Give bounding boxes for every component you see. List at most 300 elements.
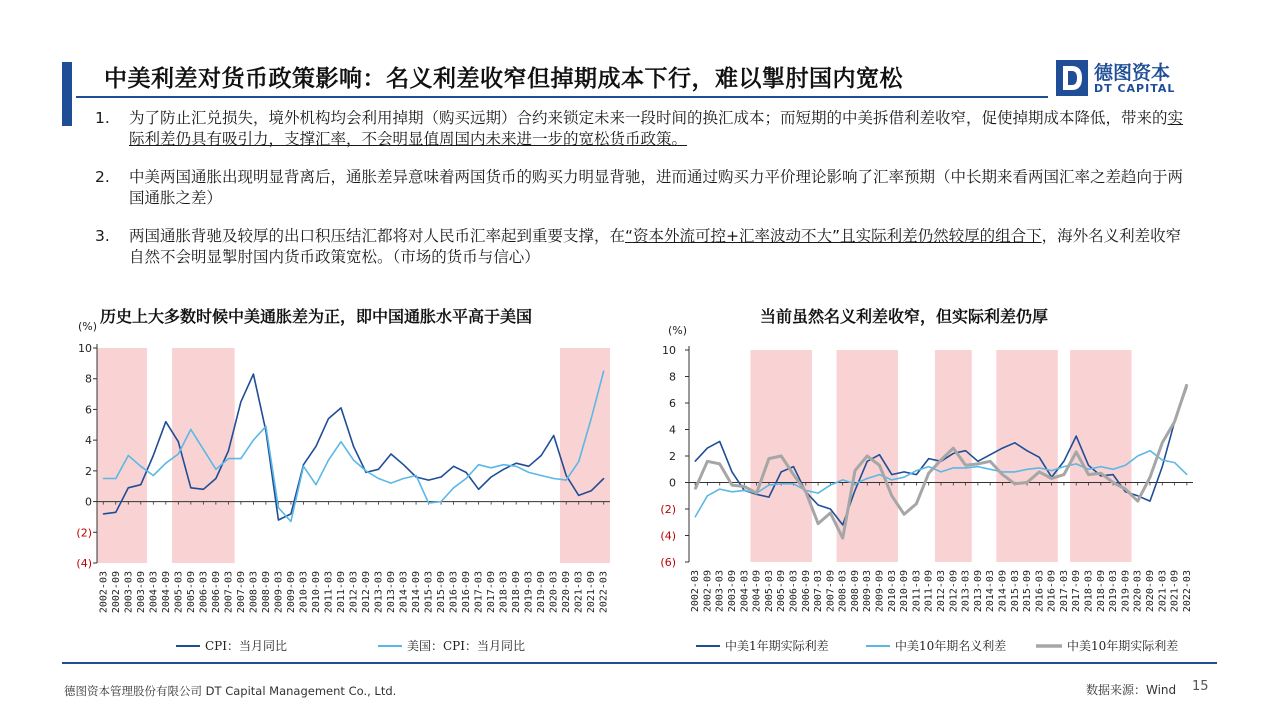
series-point — [340, 407, 341, 408]
series-point — [1002, 447, 1003, 448]
x-tick-label: 2011-03 — [323, 571, 335, 614]
series-point — [977, 466, 978, 467]
x-tick-label: 2010-03 — [298, 571, 310, 614]
series-point — [228, 450, 229, 451]
x-tick-label: 2013-09 — [972, 570, 984, 613]
series-point — [591, 490, 592, 491]
series-point — [842, 479, 843, 480]
series-point — [1051, 478, 1052, 479]
series-point — [744, 490, 745, 491]
point-3: 3. 两国通胀背驰及较厚的出口积压结汇都将对人民币汇率起到重要支撑，在“资本外流可控+汇率波动不大”且实际利差仍然较厚的组合下，海外名义利差收窄自然不会明显掣肘国内货币政策宽松。（市场的货币与信心） — [95, 227, 1182, 266]
series-point — [719, 441, 720, 442]
series-point — [203, 449, 204, 450]
series-point — [793, 466, 794, 467]
series-point — [353, 460, 354, 461]
series-point — [1162, 466, 1163, 467]
series-point — [115, 478, 116, 479]
series-point — [1137, 500, 1138, 501]
series-point — [854, 470, 855, 471]
x-tick-label: 2018-09 — [1095, 570, 1107, 613]
series-point — [1137, 495, 1138, 496]
page-number: 15 — [1192, 679, 1209, 694]
x-tick-label: 2010-09 — [310, 571, 322, 614]
series-point — [403, 464, 404, 465]
series-point — [328, 460, 329, 461]
series-point — [1125, 489, 1126, 490]
x-tick-label: 2007-09 — [235, 571, 247, 614]
x-tick-label: 2016-03 — [1034, 570, 1046, 613]
series-point — [1076, 463, 1077, 464]
series-point — [1051, 470, 1052, 471]
series-point — [990, 461, 991, 462]
x-tick-label: 2017-09 — [486, 571, 498, 614]
shaded-period — [97, 348, 147, 563]
x-tick-label: 2015-03 — [1009, 570, 1021, 613]
x-tick-label: 2006-03 — [788, 570, 800, 613]
x-tick-label: 2004-09 — [160, 571, 172, 614]
x-tick-label: 2014-03 — [398, 571, 410, 614]
series-point — [528, 466, 529, 467]
series-point — [1162, 442, 1163, 443]
series-point — [1002, 474, 1003, 475]
series-point — [353, 446, 354, 447]
shaded-period — [935, 350, 972, 562]
y-tick-label: 6 — [669, 397, 676, 410]
x-tick-label: 2017-03 — [1058, 570, 1070, 613]
series-point — [1186, 384, 1187, 385]
x-tick-label: 2022-03 — [598, 571, 610, 614]
series-point — [830, 508, 831, 509]
series-point — [365, 470, 366, 471]
series-point — [953, 447, 954, 448]
x-tick-label: 2009-09 — [285, 571, 297, 614]
x-tick-label: 2006-09 — [800, 570, 812, 613]
y-tick-label: 10 — [78, 342, 92, 355]
series-point — [1014, 471, 1015, 472]
point-1: 1. 为了防止汇兑损失，境外机构均会利用掉期（购买远期）合约来锁定未来一段时间的换汇成本；而短期的中美拆借利差收窄，促使掉期成本降低，带来的实际利差仍具有吸引力，支撑汇率，不会明显值周国内未来进一步的宽松货币政策。 — [95, 109, 1184, 148]
series-point — [817, 493, 818, 494]
series-point — [1026, 469, 1027, 470]
series-point — [228, 458, 229, 459]
series-point — [891, 495, 892, 496]
x-tick-label: 2019-09 — [1120, 570, 1132, 613]
legend-label: 中美10年期实际利差 — [1067, 639, 1179, 653]
x-tick-label: 2021-09 — [586, 571, 598, 614]
series-point — [768, 485, 769, 486]
shaded-period — [560, 348, 610, 563]
x-tick-label: 2004-03 — [739, 570, 751, 613]
y-tick-label: (4) — [660, 529, 676, 543]
series-point — [916, 503, 917, 504]
series-point — [977, 461, 978, 462]
series-point — [203, 489, 204, 490]
series-point — [466, 478, 467, 479]
series-point — [1112, 469, 1113, 470]
x-tick-label: 2005-03 — [173, 571, 185, 614]
y-tick-label: 0 — [85, 495, 92, 509]
series-point — [1125, 465, 1126, 466]
series-point — [265, 426, 266, 427]
series-point — [854, 483, 855, 484]
legend-label: CPI：当月同比 — [205, 639, 287, 653]
series-point — [553, 478, 554, 479]
series-point — [278, 519, 279, 520]
series-point — [541, 475, 542, 476]
series-point — [781, 471, 782, 472]
x-tick-label: 2003-03 — [123, 571, 135, 614]
y-unit-label: (%) — [78, 320, 98, 333]
series-point — [781, 455, 782, 456]
x-tick-label: 2016-09 — [1046, 570, 1058, 613]
series-point — [1149, 500, 1150, 501]
series-point — [731, 485, 732, 486]
series-point — [190, 487, 191, 488]
series-point — [842, 524, 843, 525]
x-tick-label: 2005-09 — [185, 571, 197, 614]
series-point — [453, 466, 454, 467]
series-point — [768, 458, 769, 459]
company-name: 德图资本管理股份有限公司 DT Capital Management Co., Ltd. — [64, 684, 397, 698]
series-point — [403, 478, 404, 479]
series-point — [215, 469, 216, 470]
series-point — [578, 461, 579, 462]
x-tick-label: 2017-03 — [473, 571, 485, 614]
x-tick-label: 2015-03 — [423, 571, 435, 614]
x-tick-label: 2020-03 — [548, 571, 560, 614]
series-point — [153, 475, 154, 476]
series-point — [904, 471, 905, 472]
series-point — [756, 493, 757, 494]
series-point — [340, 441, 341, 442]
y-tick-label: 4 — [669, 423, 676, 437]
series-point — [378, 478, 379, 479]
series-point — [965, 450, 966, 451]
series-point — [867, 455, 868, 456]
series-point — [990, 454, 991, 455]
series-point — [378, 469, 379, 470]
series-point — [707, 461, 708, 462]
series-point — [940, 471, 941, 472]
point-2: 2. 中美两国通胀出现明显背离后，通胀差异意味着两国货币的购买力明显背驰，进而通过购买力平价理论影响了汇率预期（中长期来看两国汇率之差趋向于两国通胀之差） — [95, 168, 1184, 207]
x-tick-label: 2019-09 — [536, 571, 548, 614]
series-point — [278, 507, 279, 508]
series-point — [965, 465, 966, 466]
series-point — [879, 474, 880, 475]
series-point — [781, 483, 782, 484]
series-point — [453, 487, 454, 488]
x-tick-label: 2006-03 — [198, 571, 210, 614]
x-tick-label: 2013-03 — [373, 571, 385, 614]
series-point — [916, 474, 917, 475]
series-point — [115, 512, 116, 513]
series-point — [1039, 471, 1040, 472]
x-tick-label: 2012-09 — [361, 571, 373, 614]
x-tick-label: 2002-03 — [98, 571, 110, 614]
series-point — [591, 418, 592, 419]
series-point — [707, 447, 708, 448]
series-point — [830, 485, 831, 486]
series-point — [1014, 442, 1015, 443]
x-tick-label: 2012-09 — [948, 570, 960, 613]
x-tick-label: 2002-09 — [110, 571, 122, 614]
x-tick-label: 2002-09 — [702, 570, 714, 613]
x-tick-label: 2021-09 — [1169, 570, 1181, 613]
x-tick-label: 2014-03 — [985, 569, 997, 613]
series-point — [390, 453, 391, 454]
series-point — [830, 512, 831, 513]
data-source: 数据来源：Wind — [1086, 683, 1177, 697]
series-point — [1014, 483, 1015, 484]
series-point — [478, 464, 479, 465]
series-point — [891, 474, 892, 475]
series-point — [867, 478, 868, 479]
x-tick-label: 2020-09 — [1144, 570, 1156, 613]
series-point — [165, 463, 166, 464]
series-point — [528, 472, 529, 473]
series-point — [215, 478, 216, 479]
series-point — [707, 495, 708, 496]
series-point — [140, 484, 141, 485]
x-tick-label: 2013-03 — [960, 570, 972, 613]
shaded-period — [996, 350, 1057, 562]
series-point — [553, 435, 554, 436]
y-tick-label: 4 — [85, 434, 92, 448]
series-point — [390, 483, 391, 484]
series-point — [153, 455, 154, 456]
x-tick-label: 2003-09 — [727, 570, 739, 613]
x-tick-label: 2015-09 — [1022, 570, 1034, 613]
series-point — [503, 469, 504, 470]
x-tick-label: 2017-09 — [1071, 570, 1083, 613]
series-point — [566, 475, 567, 476]
series-point — [817, 523, 818, 524]
x-tick-label: 2007-03 — [223, 571, 235, 614]
series-point — [516, 463, 517, 464]
series-point — [719, 489, 720, 490]
x-tick-label: 2020-03 — [1132, 570, 1144, 613]
series-point — [1174, 462, 1175, 463]
series-point — [854, 490, 855, 491]
x-tick-label: 2011-09 — [335, 571, 347, 614]
series-point — [253, 440, 254, 441]
series-point — [240, 401, 241, 402]
x-tick-label: 2003-03 — [714, 570, 726, 613]
x-tick-label: 2006-09 — [210, 571, 222, 614]
x-tick-label: 2009-09 — [874, 570, 886, 613]
svg-text:D: D — [1016, 20, 1017, 21]
series-point — [965, 467, 966, 468]
y-tick-label: (6) — [660, 556, 676, 569]
series-point — [817, 504, 818, 505]
series-point — [879, 454, 880, 455]
y-tick-label: (4) — [76, 557, 92, 570]
x-tick-label: 2020-09 — [561, 571, 573, 614]
series-point — [916, 470, 917, 471]
series-point — [1162, 459, 1163, 460]
x-tick-label: 2007-03 — [813, 570, 825, 613]
series-point — [879, 465, 880, 466]
series-point — [103, 478, 104, 479]
x-tick-label: 2012-03 — [936, 570, 947, 613]
x-tick-label: 2003-09 — [135, 571, 147, 614]
series-point — [128, 487, 129, 488]
y-tick-label: 2 — [669, 450, 676, 463]
x-tick-label: 2008-09 — [260, 571, 272, 614]
x-tick-label: 2019-03 — [1108, 570, 1120, 613]
series-point — [328, 418, 329, 419]
series-point — [1039, 467, 1040, 468]
series-point — [253, 374, 254, 375]
page-title: 中美利差对货币政策影响：名义利差收窄但掉期成本下行，难以掣肘国内宽松 — [104, 66, 903, 92]
series-point — [1088, 474, 1089, 475]
series-point — [466, 472, 467, 473]
series-point — [1039, 457, 1040, 458]
x-tick-label: 2021-03 — [1157, 570, 1169, 613]
footer-divider — [62, 662, 1217, 664]
series-point — [103, 513, 104, 514]
series-point — [891, 479, 892, 480]
x-tick-label: 2011-03 — [911, 570, 923, 613]
series-point — [793, 474, 794, 475]
x-tick-label: 2015-09 — [436, 571, 448, 614]
series-point — [128, 455, 129, 456]
series-point — [478, 489, 479, 490]
legend-label: 中美10年期名义利差 — [895, 639, 1007, 653]
series-point — [805, 491, 806, 492]
series-point — [1137, 455, 1138, 456]
x-tick-label: 2005-09 — [776, 570, 788, 613]
series-point — [904, 477, 905, 478]
x-tick-label: 2018-09 — [511, 571, 523, 614]
series-point — [440, 501, 441, 502]
series-point — [867, 461, 868, 462]
y-tick-label: 10 — [662, 344, 676, 357]
series-point — [178, 453, 179, 454]
series-point — [977, 463, 978, 464]
series-point — [1100, 466, 1101, 467]
x-tick-label: 2011-09 — [923, 570, 935, 613]
series-point — [1088, 469, 1089, 470]
y-tick-label: 8 — [85, 372, 92, 386]
logo-chinese-name: 德图资本 — [1094, 62, 1171, 84]
series-point — [928, 466, 929, 467]
series-point — [731, 491, 732, 492]
series-point — [315, 484, 316, 485]
series-point — [1149, 450, 1150, 451]
series-point — [428, 503, 429, 504]
chart-2 — [660, 324, 1193, 653]
logo-english-name: DT CAPITAL — [1094, 82, 1176, 95]
series-point — [303, 464, 304, 465]
x-tick-label: 2008-09 — [849, 570, 861, 613]
series-point — [603, 370, 604, 371]
series-point — [904, 514, 905, 515]
chart-1 — [76, 320, 610, 653]
y-tick-label: 0 — [669, 476, 676, 490]
x-tick-label: 2021-03 — [573, 571, 585, 614]
x-tick-label: 2004-09 — [751, 570, 763, 613]
x-tick-label: 2016-09 — [461, 571, 473, 614]
series-point — [990, 469, 991, 470]
series-point — [695, 461, 696, 462]
series-point — [940, 459, 941, 460]
series-point — [768, 496, 769, 497]
series-point — [603, 478, 604, 479]
series-point — [1174, 421, 1175, 422]
x-tick-label: 2007-09 — [825, 570, 837, 613]
series-point — [1186, 474, 1187, 475]
series-point — [953, 453, 954, 454]
x-tick-label: 2013-09 — [386, 571, 398, 614]
series-point — [731, 471, 732, 472]
series-point — [695, 489, 696, 490]
series-point — [1149, 477, 1150, 478]
series-point — [1063, 461, 1064, 462]
x-tick-label: 2018-03 — [1083, 570, 1095, 613]
x-tick-label: 2019-03 — [523, 571, 535, 614]
x-tick-label: 2009-03 — [273, 571, 285, 614]
series-point — [578, 495, 579, 496]
series-point — [140, 466, 141, 467]
series-point — [491, 467, 492, 468]
x-tick-label: 2010-09 — [899, 570, 911, 613]
series-point — [793, 483, 794, 484]
x-tick-label: 2010-03 — [886, 570, 898, 613]
series-point — [1100, 473, 1101, 474]
series-point — [541, 455, 542, 456]
x-tick-label: 2005-03 — [763, 570, 775, 613]
series-point — [440, 476, 441, 477]
x-tick-label: 2009-03 — [862, 570, 874, 613]
series-point — [1026, 482, 1027, 483]
series-point — [719, 463, 720, 464]
series-point — [1076, 436, 1077, 437]
series-point — [744, 486, 745, 487]
series-point — [290, 513, 291, 514]
series-point — [428, 479, 429, 480]
x-tick-label: 2002-03 — [690, 570, 702, 613]
series-point — [178, 441, 179, 442]
series-point — [303, 466, 304, 467]
series-point — [842, 538, 843, 539]
y-tick-label: (2) — [76, 526, 92, 540]
series-point — [503, 464, 504, 465]
series-point — [1112, 482, 1113, 483]
x-tick-label: 2008-03 — [837, 570, 849, 613]
y-tick-label: (2) — [660, 503, 676, 516]
series-point — [953, 467, 954, 468]
y-unit-label: (%) — [668, 324, 688, 337]
x-tick-label: 2016-03 — [448, 571, 460, 614]
series-point — [240, 458, 241, 459]
legend-label: 中美1年期实际利差 — [725, 639, 829, 653]
series-point — [165, 421, 166, 422]
chart-2-title: 当前虽然名义利差收窄，但实际利差仍厚 — [760, 307, 1049, 326]
series-point — [290, 521, 291, 522]
y-tick-label: 2 — [85, 464, 92, 478]
series-point — [928, 458, 929, 459]
x-tick-label: 2022-03 — [1181, 570, 1193, 613]
x-tick-label: 2014-09 — [411, 571, 423, 614]
series-point — [1026, 450, 1027, 451]
series-point — [1112, 474, 1113, 475]
series-point — [190, 429, 191, 430]
x-tick-label: 2014-09 — [997, 569, 1009, 613]
series-point — [1063, 466, 1064, 467]
series-point — [516, 466, 517, 467]
series-point — [415, 475, 416, 476]
x-tick-label: 2008-03 — [248, 571, 260, 614]
